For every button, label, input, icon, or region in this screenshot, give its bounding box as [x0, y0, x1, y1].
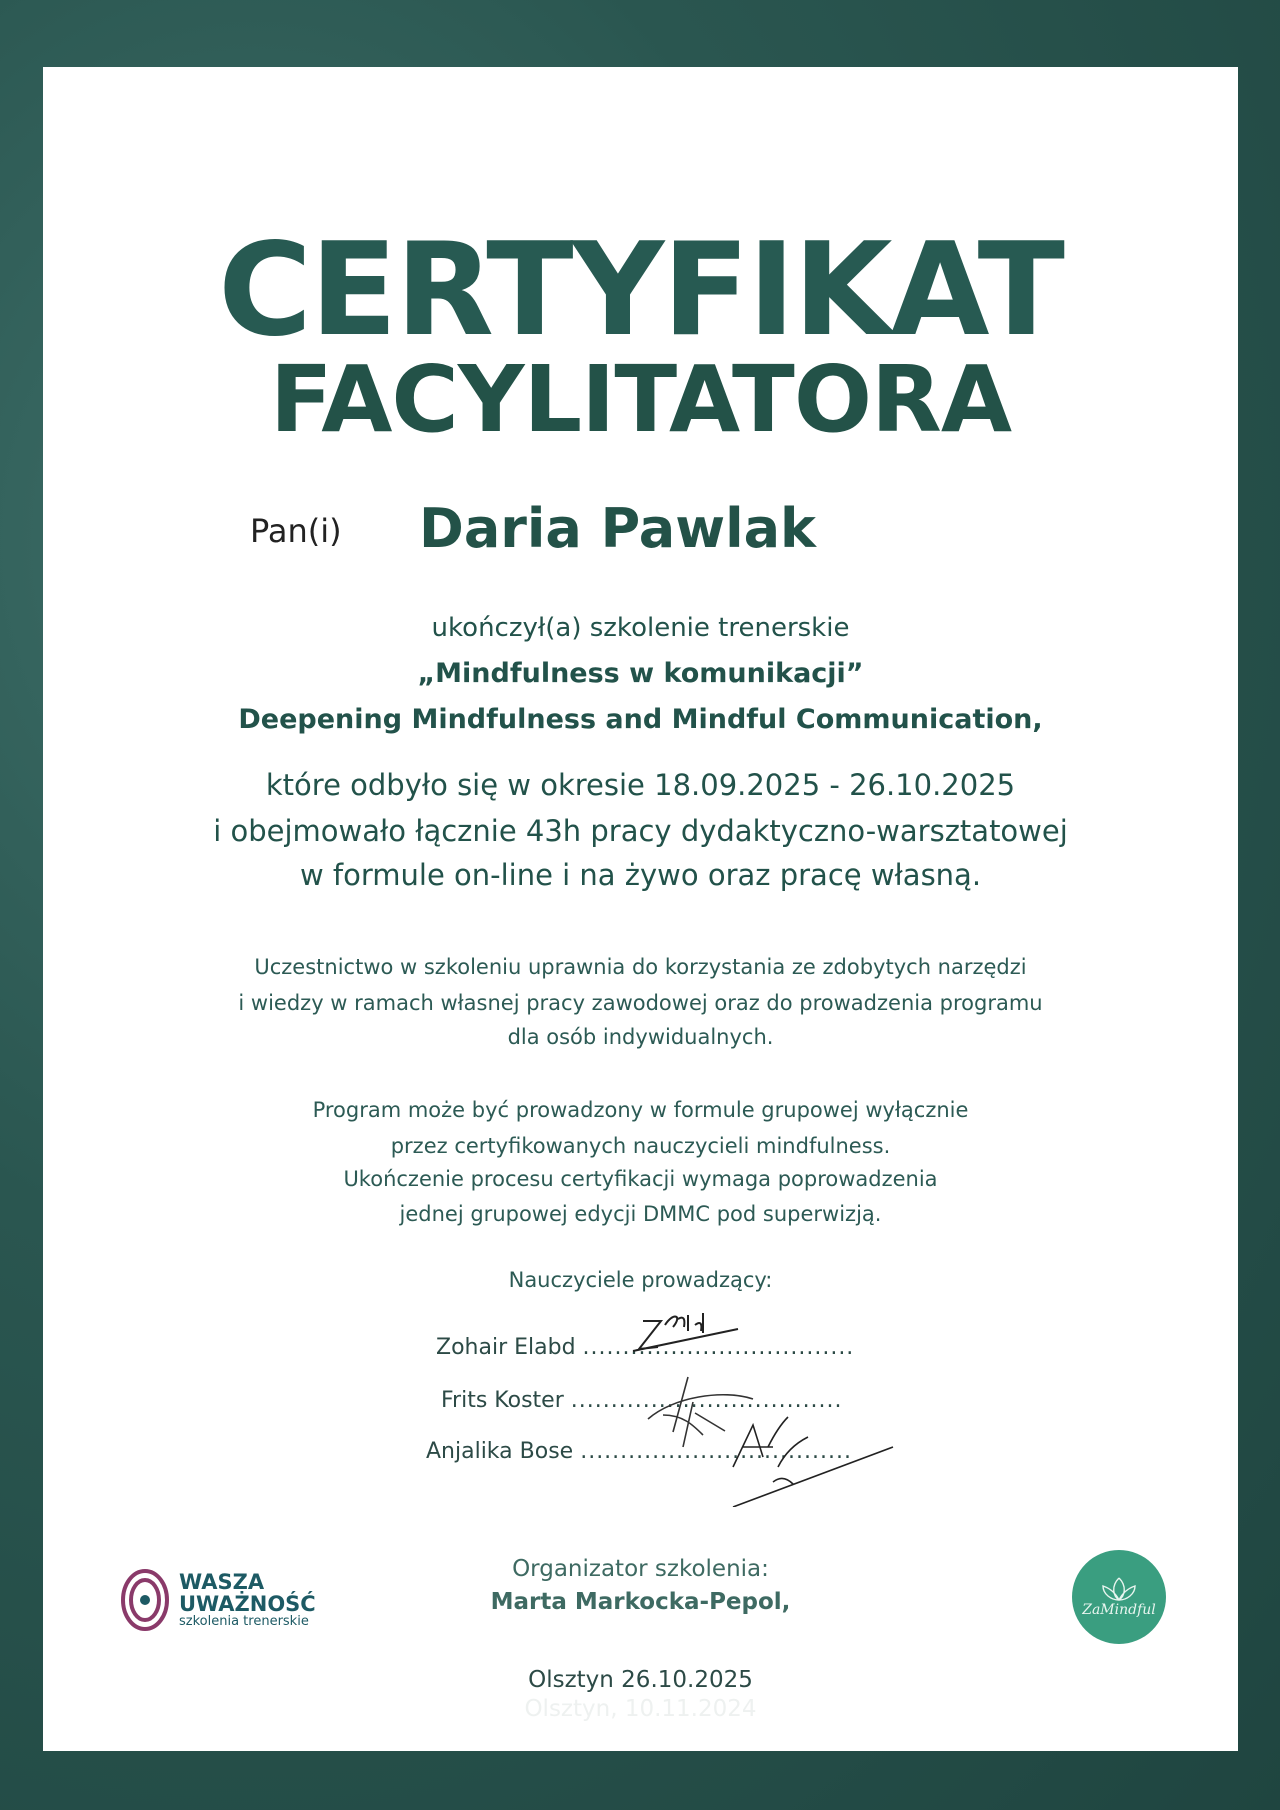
details-line: w formule on-line i na żywo oraz pracę własną. [299, 858, 982, 892]
teacher-name: Zohair Elabd [436, 1335, 576, 1360]
salutation: Pan(i) [250, 512, 342, 550]
program-line: Program może być prowadzony w formule grupowej wyłącznie [312, 1098, 969, 1122]
zamindful-logo [1072, 1550, 1166, 1644]
teachers-label: Nauczyciele prowadzący: [508, 1268, 773, 1292]
program-line: przez certyfikowanych nauczycieli mindfulness. [390, 1134, 891, 1158]
organizer-label: Organizator szkolenia: [512, 1556, 769, 1582]
logo-text: ZaMindful [1082, 1602, 1156, 1618]
logo-subtitle: szkolenia trenerskie [179, 1614, 309, 1630]
signature-line: .................................. [580, 1439, 852, 1464]
signature-line: .................................. [582, 1335, 855, 1360]
rights-line: i wiedzy w ramach własnej pracy zawodowej oraz do prowadzenia programu [238, 991, 1043, 1015]
lotus-icon [1099, 1576, 1139, 1602]
program-line: jednej grupowej edycji DMMC pod superwizją. [399, 1202, 882, 1226]
place-date: Olsztyn 26.10.2025 [528, 1667, 753, 1693]
course-pl: „Mindfulness w komunikacji” [417, 658, 864, 689]
certificate [43, 67, 1238, 1751]
faded-place-date: Olsztyn, 10.11.2024 [524, 1696, 757, 1722]
teacher-name: Anjalika Bose [426, 1439, 574, 1464]
recipient-name: Daria Pawlak [419, 497, 816, 560]
teacher-name: Frits Koster [441, 1388, 564, 1413]
title-line1: CERTYFIKAT [218, 216, 1063, 365]
logo-line: WASZA [179, 1570, 265, 1595]
signatures-image [603, 1307, 903, 1507]
course-en: Deepening Mindfulness and Mindful Communication, [238, 704, 1043, 735]
details-line: które odbyło się w okresie 18.09.2025 - 26.10.2025 [265, 768, 1016, 802]
program-line: Ukończenie procesu certyfikacji wymaga poprowadzenia [343, 1167, 938, 1191]
organizer-name: Marta Markocka-Pepol, [490, 1589, 791, 1615]
logo-line: UWAŻNOŚĆ [179, 1592, 316, 1617]
title-line2: FACYLITATORA [269, 346, 1012, 453]
rights-line: Uczestnictwo w szkoleniu uprawnia do korzystania ze zdobytych narzędzi [254, 955, 1027, 979]
rights-line: dla osób indywidualnych. [507, 1025, 774, 1049]
completed-text: ukończył(a) szkolenie trenerskie [431, 613, 850, 643]
details-line: i obejmowało łącznie 43h pracy dydaktyczno-warsztatowej [213, 814, 1068, 848]
signature-line: .................................. [570, 1388, 843, 1413]
